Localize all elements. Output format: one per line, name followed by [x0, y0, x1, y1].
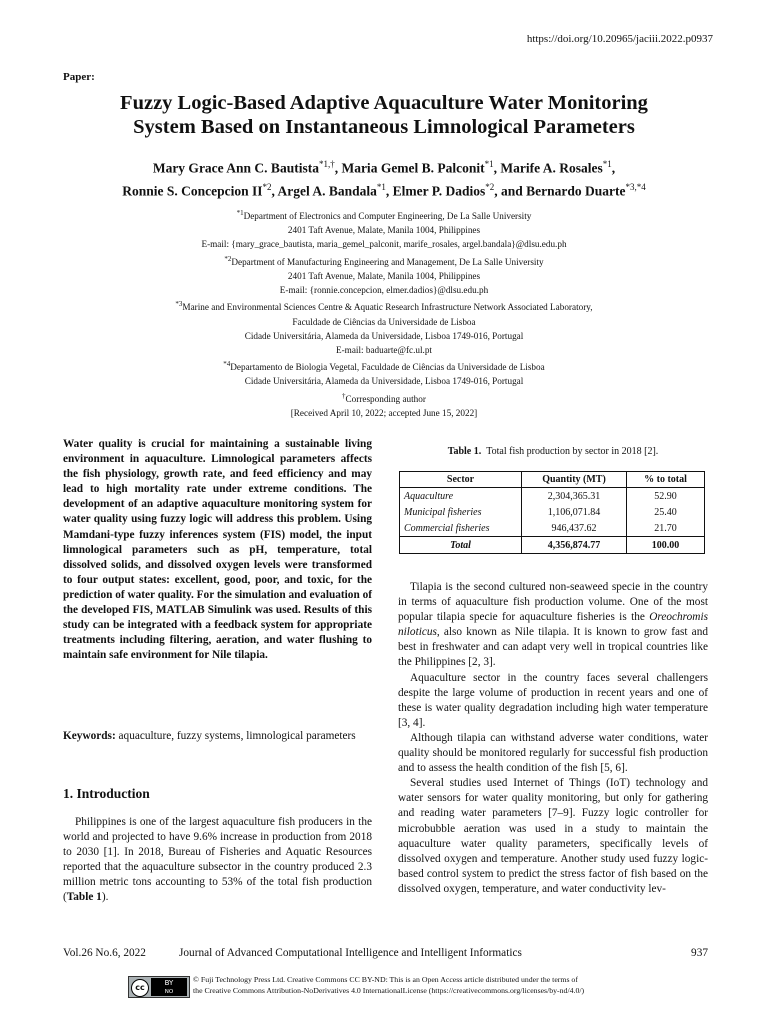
affil-email: E-mail: {ronnie.concepcion, elmer.dadios}@dlsu.edu.ph [279, 285, 489, 296]
author-name: Ronnie S. Concepcion II [122, 183, 263, 198]
table-row [400, 520, 705, 537]
affil-email: E-mail: baduarte@fc.ul.pt [336, 345, 432, 356]
table-cell: Aquaculture [400, 488, 522, 505]
table-cell: 21.70 [654, 522, 677, 534]
table-cell: 25.40 [654, 506, 677, 518]
table-cell: Total [400, 537, 522, 554]
footer-page-number: 937 [691, 947, 708, 959]
affil-text: Corresponding author [345, 393, 426, 404]
column-header: Quantity (MT) [522, 472, 627, 488]
table-cell: 100.00 [627, 537, 705, 554]
author-name: Mary Grace Ann C. Bautista [152, 160, 319, 176]
author-affil-mark: *1 [376, 181, 386, 192]
paragraph [398, 580, 708, 671]
table-cell: 52.90 [654, 490, 677, 502]
affil-line [40, 206, 728, 223]
footer-journal: Journal of Advanced Computational Intelligence and Intelligent Informatics [179, 947, 522, 959]
paragraph-text: Philippines is one of the largest aquaculture fish producers in the world and projected to have 9.6% increase in production from 2018 to 2030 [1]. In 2018, Bureau of Fisheries and Aquatic Resources reported that the aquaculture subsector in the country produced 2.3 million metric tons accounting to 53% of the total fish production ( [63, 816, 372, 904]
table-cell: Municipal fisheries [400, 504, 522, 520]
table-cell: 4,356,874.77 [522, 537, 627, 554]
table-caption [398, 446, 708, 457]
author-affil-mark: *1 [602, 159, 612, 169]
footer-volume: Vol.26 No.6, 2022 [63, 947, 146, 959]
author-name: Marife A. Rosales [500, 160, 603, 176]
affil-line: Faculdade de Ciências da Universidade de Lisboa [292, 316, 476, 327]
affil-line: Cidade Universitária, Alameda da Universidade, Lisboa 1749-016, Portugal [244, 330, 524, 341]
table-total-row [400, 537, 705, 554]
author-line-2: Ronnie S. Concepcion II$^{*2}$, Argel A. Bandala$^{*1}$, Elmer P. Dadios$^{*2}$, and Bernardo Duarte$^{*3,*4}$ [122, 181, 646, 198]
affil-line: 2401 Taft Avenue, Malate, Manila 1004, Philippines [287, 225, 481, 236]
affil-mark: *4 [223, 360, 231, 369]
affil-mark: † [342, 391, 346, 400]
affil-text: Marine and Environmental Sciences Centre & Aquatic Research Infrastructure Network Associated Laboratory, [182, 302, 593, 313]
affil-text: Department of Manufacturing Engineering and Management, De La Salle University [231, 256, 544, 267]
keywords-label: Keywords: [63, 730, 116, 742]
species-name: Oreochromis niloticus [398, 611, 708, 639]
author-affil-mark: *2 [262, 181, 272, 192]
right-column-text [398, 580, 708, 897]
affil-email: E-mail: {mary_grace_bautista, maria_gemel_palconit, marife_rosales, argel.bandala}@dlsu.edu.ph [201, 239, 567, 250]
abstract: Water quality is crucial for maintaining a sustainable living environment in aquaculture. Limnological parameters affects the fish physiology, growth rate, and feed efficiency and may lead to high mortality rate under extreme conditions. The development of an adaptive aquaculture monitoring system for water quality using fuzzy logic will address this problem. Using Mamdani-type fuzzy inferences system (FIS) model, the input limnological parameters such as pH, temperature, total dissolved solids, and dissolved oxygen levels were transformed to four output states: excellent, good, poor, and toxic, for the prediction of water quality. For the simulation and evaluation of the developed FIS, MATLAB Simulink was used. Results of this study can be integrated with a feedback system for appropriate treatments including filtering, aeration, and water flushing to maintain safe environment for Nile tilapia. [63, 438, 372, 662]
table-cell: 1,106,071.84 [522, 504, 627, 520]
paper-label: Paper: [63, 71, 95, 83]
column-header: % to total [627, 472, 705, 488]
author-line-1: Mary Grace Ann C. Bautista$^{*1,\dagger}$, Maria Gemel B. Palconit$^{*1}$, Marife A. Rosales$^{*1}$, [152, 159, 616, 176]
affil-line [40, 357, 728, 374]
affil-mark: *2 [224, 254, 232, 263]
section-heading-introduction: 1. Introduction [63, 786, 150, 801]
corresponding-author-note [40, 389, 728, 406]
table-row [400, 488, 705, 505]
table-reference[interactable]: Table 1 [66, 891, 102, 904]
affil-text: Department of Electronics and Computer Engineering, De La Salle University [243, 211, 532, 222]
table-caption-text: Total fish production by sector in 2018 [2]. [486, 446, 659, 457]
table-header-row [400, 472, 705, 488]
paragraph [63, 815, 372, 906]
author-name: Maria Gemel B. Palconit [341, 160, 485, 176]
received-dates: [Received April 10, 2022; accepted June 15, 2022] [290, 407, 478, 418]
author-affil-mark: *3,*4 [625, 181, 646, 192]
production-table [399, 471, 705, 554]
table-cell: 946,437.62 [522, 520, 627, 537]
affil-line [40, 252, 728, 269]
by-icon: BY [151, 978, 187, 989]
author-list [40, 155, 728, 200]
title-line-2: System Based on Instantaneous Limnological Parameters [133, 116, 635, 138]
affil-text: Departamento de Biologia Vegetal, Faculdade de Ciências da Universidade de Lisboa [230, 362, 545, 373]
title-line-1: Fuzzy Logic-Based Adaptive Aquaculture Water Monitoring [120, 92, 648, 114]
cc-logo-icon: cc [131, 979, 149, 997]
affil-line: 2401 Taft Avenue, Malate, Manila 1004, Philippines [287, 270, 481, 281]
cc-license-badge[interactable] [128, 976, 190, 998]
author-affil-mark: *1,† [318, 159, 335, 169]
table-cell: Commercial fisheries [400, 520, 522, 537]
affil-line [40, 297, 728, 314]
paragraph: Aquaculture sector in the country faces several challengers despite the large volume of production in recent years and one of these is water quality degradation including high water temperature [3, 4]. [398, 671, 708, 729]
column-header: Sector [400, 472, 522, 488]
affil-mark: *3 [175, 300, 183, 309]
author-name: Elmer P. Dadios [392, 183, 486, 198]
nd-icon: NO [151, 989, 187, 996]
author-name: and Bernardo Duarte [501, 183, 626, 198]
author-affil-mark: *2 [485, 181, 495, 192]
paragraph: Although tilapia can withstand adverse water conditions, water quality should be monitored regularly for successful fish production and to assess the health condition of the fish [5, 6]. [398, 731, 708, 775]
author-affil-mark: *1 [484, 159, 494, 169]
license-notice [193, 974, 713, 996]
keywords-text: aquaculture, fuzzy systems, limnological parameters [118, 730, 356, 742]
author-name: Argel A. Bandala [277, 183, 377, 198]
keywords [63, 729, 372, 744]
license-line: the Creative Commons Attribution-NoDerivatives 4.0 InternationalLicense (https://creativecommons.org/licenses/by-nd/4.0/) [193, 986, 585, 995]
affil-line: Cidade Universitária, Alameda da Universidade, Lisboa 1749-016, Portugal [244, 376, 524, 387]
introduction-text [63, 815, 372, 906]
doi-link[interactable]: https://doi.org/10.20965/jaciii.2022.p0937 [526, 33, 713, 45]
paragraph: Several studies used Internet of Things (IoT) technology and water sensors for water quality monitoring, but only for gathering and reading water parameters [7–9]. Fuzzy logic controller for microbubble aeration was used in a study to maintain the aquaculture water quality parameters, specifically levels of dissolved oxygen and temperature. Another study used fuzzy logic-based control system to predict the stress factor of fish based on the dissolved oxygen, temperature, and water conductivity lev- [398, 777, 708, 895]
table-row [400, 504, 705, 520]
affil-mark: *1 [236, 209, 244, 217]
paragraph-text: , also known as Nile tilapia. It is known to grow fast and best in freshwater and can adapt very well in tropical countries like the Philippines [2, 3]. [398, 626, 708, 669]
table-cell: 2,304,365.31 [522, 488, 627, 505]
table-caption-label: Table 1. [447, 446, 482, 457]
paragraph-text: ). [101, 891, 109, 904]
license-line: © Fuji Technology Press Ltd. Creative Commons CC BY-ND: This is an Open Access article distributed under the terms of [193, 975, 578, 984]
affiliations [40, 206, 728, 420]
paragraph-text: Tilapia is the second cultured non-seaweed specie in the country in terms of aquaculture fish production volume. One of the most popular tilapia specie for aquaculture fisheries is the [398, 581, 708, 624]
paper-title [40, 91, 728, 139]
